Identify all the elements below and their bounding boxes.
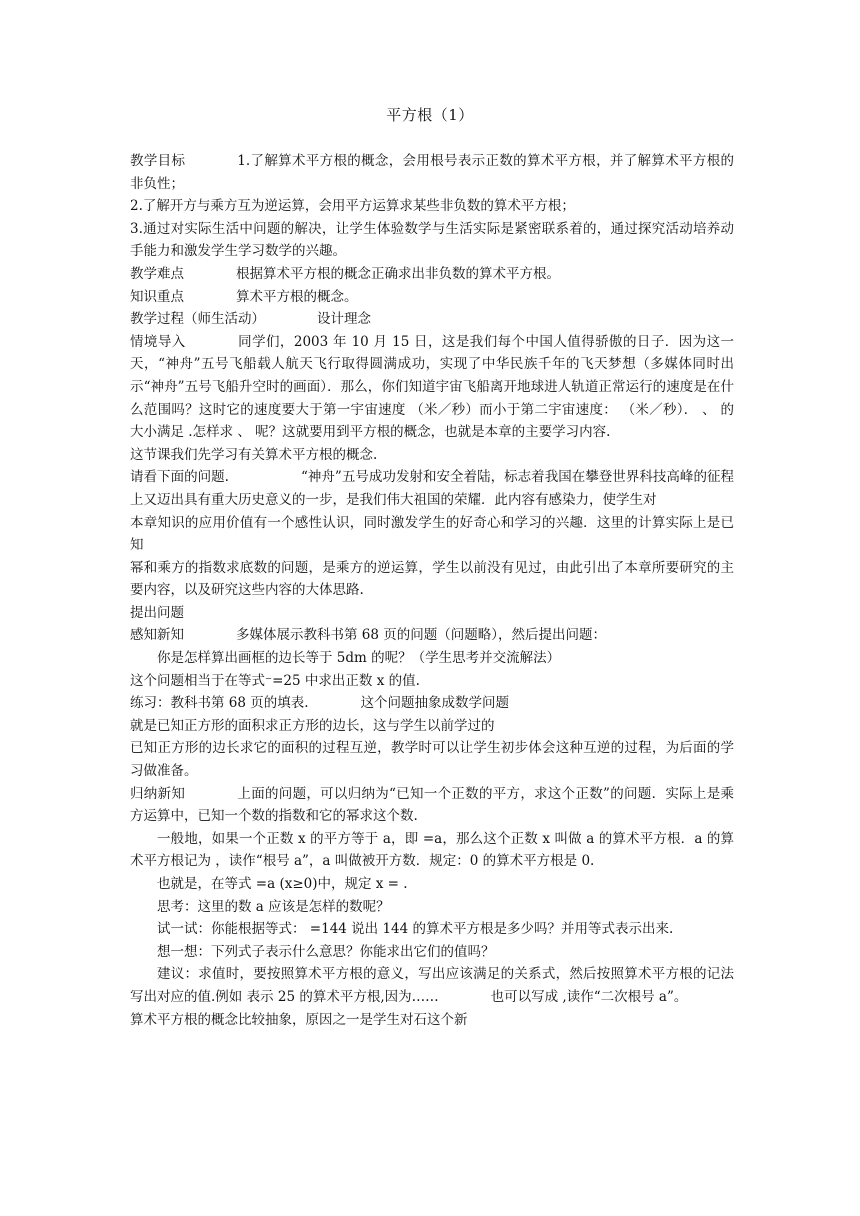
section-label: 情境导入 bbox=[130, 333, 186, 350]
document-body bbox=[130, 150, 734, 1031]
paragraph: 已知正方形的边长求它的面积的过程互逆，教学时可以让学生初步体会这种互逆的过程，为后面的学习做准备。 bbox=[130, 740, 734, 780]
paragraph: 教学过程（师生活动） 设计理念 bbox=[130, 311, 371, 328]
paragraph: 教学目标 1.了解算术平方根的概念，会用根号表示正数的算术平方根，并了解算术平方根的非负性； bbox=[130, 153, 734, 192]
section-label: 教学过程（师生活动） bbox=[130, 311, 265, 328]
paragraph: 建议：求值时，要按照算术平方根的意义，写出应该满足的关系式，然后按照算术平方根的记法写出对应的值.例如 表示 25 的算术平方根,因为…… 也可以写成 ,读作“二次根号 a”。 bbox=[130, 966, 734, 1005]
paragraph: 情境导入 同学们，2003 年 10 月 15 日，这是我们每个中国人值得骄傲的日子．因为这一天，“神舟”五号飞船载人航天飞行取得圆满成功，实现了中华民族千年的飞天梦想（多媒体同时出示“神舟”五号飞船升空时的画面）．那么，你们知道宇宙飞船离开地球进人轨道正常运行的速度是在什么范围吗？这时它的速度要大于第一宇宙速度 （米／秒）而小于第二宇宙速度： （米／秒）． 、 的大小满足 .怎样求 、 呢？这就要用到平方根的概念，也就是本章的主要学习内容. bbox=[130, 333, 734, 441]
document-title: 平方根（1） bbox=[386, 106, 474, 124]
paragraph: 也就是，在等式 =a (x≥0)中，规定 x = . bbox=[157, 876, 408, 892]
paragraph: 试一试：你能根据等式： =144 说出 144 的算术平方根是多少吗？并用等式表示出来. bbox=[157, 921, 674, 938]
paragraph: 2.了解开方与乘方互为逆运算，会用平方运算求某些非负数的算术平方根； bbox=[130, 198, 575, 215]
paragraph: 就是已知正方形的面积求正方形的边长，这与学生以前学过的 bbox=[130, 717, 495, 734]
section-label: 教学目标 bbox=[130, 153, 186, 169]
paragraph: 3.通过对实际生活中问题的解决，让学生体验数学与生活实际是紧密联系着的，通过探究活动培养动手能力和激发学生学习数学的兴趣。 bbox=[130, 220, 734, 260]
paragraph: 本章知识的应用价值有一个感性认识，同时激发学生的好奇心和学习的兴趣．这里的计算实际上是已知 bbox=[130, 514, 734, 554]
paragraph: 归纳新知 上面的问题，可以归纳为“已知一个正数的平方，求这个正数”的问题．实际上是乘方运算中，已知一个数的指数和它的幂求这个数. bbox=[130, 785, 734, 825]
paragraph: 知识重点 算术平方根的概念。 bbox=[130, 288, 358, 305]
paragraph: 这节课我们先学习有关算术平方根的概念. bbox=[130, 446, 378, 463]
section-label: 教学难点 bbox=[130, 265, 184, 282]
paragraph: 教学难点 根据算术平方根的概念正确求出非负数的算术平方根。 bbox=[130, 265, 560, 282]
section-label: 感知新知 bbox=[130, 627, 184, 644]
paragraph: 请看下面的问题. “神舟”五号成功发射和安全着陆，标志着我国在攀登世界科技高峰的征程上又迈出具有重大历史意义的一步，是我们伟大祖国的荣耀．此内容有感染力，使学生对 bbox=[130, 469, 734, 508]
paragraph: 算术平方根的概念比较抽象，原因之一是学生对石这个新 bbox=[130, 1011, 468, 1028]
section-label: 请看下面的问题. bbox=[130, 469, 229, 486]
paragraph: 这个问题相当于在等式⁻=25 中求出正数 x 的值. bbox=[130, 672, 420, 689]
paragraph: 思考：这里的数 a 应该是怎样的数呢？ bbox=[157, 898, 390, 915]
paragraph: 练习：教科书第 68 页的填表. 这个问题抽象成数学问题 bbox=[130, 695, 510, 712]
section-label: 练习：教科书第 68 页的填表. bbox=[130, 695, 309, 712]
paragraph: 提出问题 bbox=[130, 604, 184, 621]
section-label: 归纳新知 bbox=[130, 785, 186, 802]
paragraph: 一般地，如果一个正数 x 的平方等于 a，即 =a，那么这个正数 x 叫做 a 的算术平方根．a 的算术平方根记为 ，读作“根号 a”，a 叫做被开方数．规定：0 的算术平方根是 0. bbox=[130, 830, 734, 870]
paragraph: 你是怎样算出画框的边长等于 5dm 的呢？（学生思考并交流解法） bbox=[157, 650, 561, 667]
section-label: 知识重点 bbox=[130, 288, 184, 305]
paragraph: 幂和乘方的指数求底数的问题，是乘方的逆运算，学生以前没有见过，由此引出了本章所要研究的主要内容，以及研究这些内容的大体思路. bbox=[130, 559, 734, 599]
paragraph: 感知新知 多媒体展示教科书第 68 页的问题（问题略），然后提出问题： bbox=[130, 627, 607, 644]
paragraph: 想一想：下列式子表示什么意思？你能求出它们的值吗？ bbox=[157, 943, 495, 960]
